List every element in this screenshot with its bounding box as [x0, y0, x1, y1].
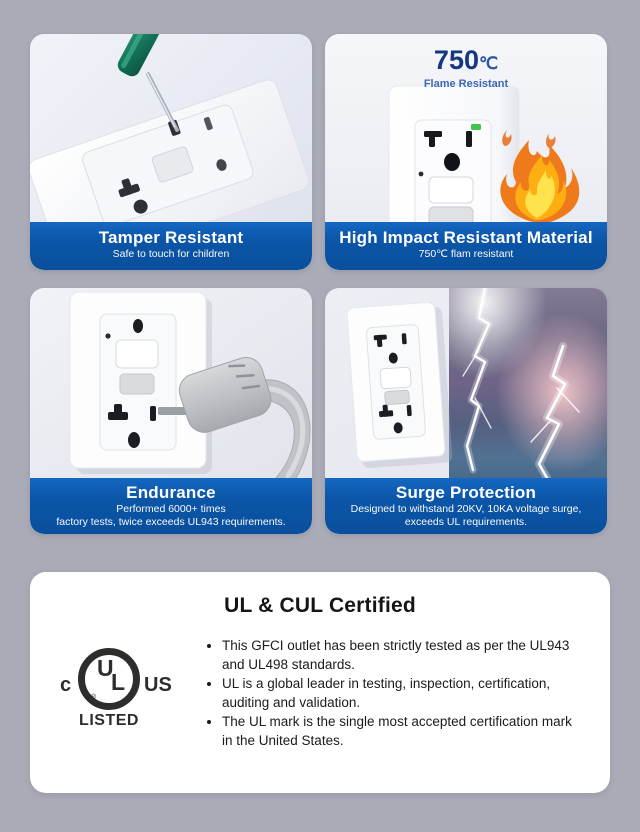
test-button — [385, 390, 410, 405]
reset-button — [116, 340, 158, 368]
feature-panel-tamper-resistant — [30, 34, 312, 270]
test-button — [429, 207, 473, 222]
feature-panel-surge-protection — [325, 288, 607, 534]
caption-bar-tamper — [30, 222, 312, 270]
feature-panel-endurance — [30, 288, 312, 534]
reset-button — [380, 367, 411, 389]
panel-title: Tamper Resistant — [98, 228, 244, 247]
temperature-value: 750℃ — [433, 45, 499, 75]
reset-button — [429, 177, 473, 203]
gfci-outlet-front — [389, 86, 519, 222]
indicator-led — [471, 124, 481, 130]
ul-listed-logo — [56, 642, 196, 752]
certification-body — [30, 634, 610, 752]
ul-logo-letter-u: U — [97, 655, 114, 681]
panel-subtitle: 750℃ flam resistant — [418, 248, 514, 260]
panel-title: High Impact Resistant Material — [339, 228, 593, 247]
certification-bullet-1: • This GFCI outlet has been strictly tested as per the UL943 and UL498 standards. — [222, 636, 580, 674]
panel-subtitle-line1: Performed 6000+ times — [116, 503, 226, 515]
gfci-outlet-on-wall — [347, 302, 453, 469]
caption-bar-endurance — [30, 478, 312, 534]
tamper-resistant-outlet-illustration — [30, 34, 312, 222]
flame-resistant-badge — [325, 46, 607, 91]
gfci-outlet-plate — [30, 77, 312, 222]
certification-title: UL & CUL Certified — [224, 594, 416, 617]
ul-logo-c: c — [60, 674, 72, 696]
registered-trademark-icon: ® — [91, 694, 97, 701]
plug-endurance-illustration — [30, 288, 312, 478]
panel-title: Endurance — [126, 483, 216, 502]
screwdriver-icon — [115, 34, 177, 130]
ul-logo-listed: LISTED — [79, 712, 139, 729]
panel-subtitle: Safe to touch for children — [112, 248, 230, 260]
flame-resistant-label: Flame Resistant — [423, 78, 509, 90]
panel-subtitle-line2: factory tests, twice exceeds UL943 requirements. — [56, 516, 286, 528]
test-button — [120, 374, 154, 394]
certification-bullet-2: • UL is a global leader in testing, inspection, certification, auditing and validation. — [222, 674, 580, 712]
caption-bar-impact — [325, 222, 607, 270]
caption-bar-surge — [325, 478, 607, 534]
ul-logo-letter-l: L — [111, 669, 126, 695]
panel-subtitle-line1: Designed to withstand 20KV, 10KA voltage surge, — [350, 503, 582, 515]
panel-subtitle-line2: exceeds UL requirements. — [404, 516, 528, 528]
ul-logo-us: US — [144, 674, 172, 696]
surge-outlet-storm-illustration — [325, 288, 607, 478]
certification-bullet-3: • The UL mark is the single most accepted certification mark in the United States. — [222, 712, 580, 750]
temperature-unit: ℃ — [478, 54, 499, 73]
certification-bullets — [196, 634, 580, 752]
ul-logo-circle — [78, 648, 140, 710]
panel-title: Surge Protection — [395, 483, 537, 502]
certification-card — [30, 572, 610, 793]
lightning-storm-image — [449, 288, 607, 478]
feature-panel-high-impact — [325, 34, 607, 270]
